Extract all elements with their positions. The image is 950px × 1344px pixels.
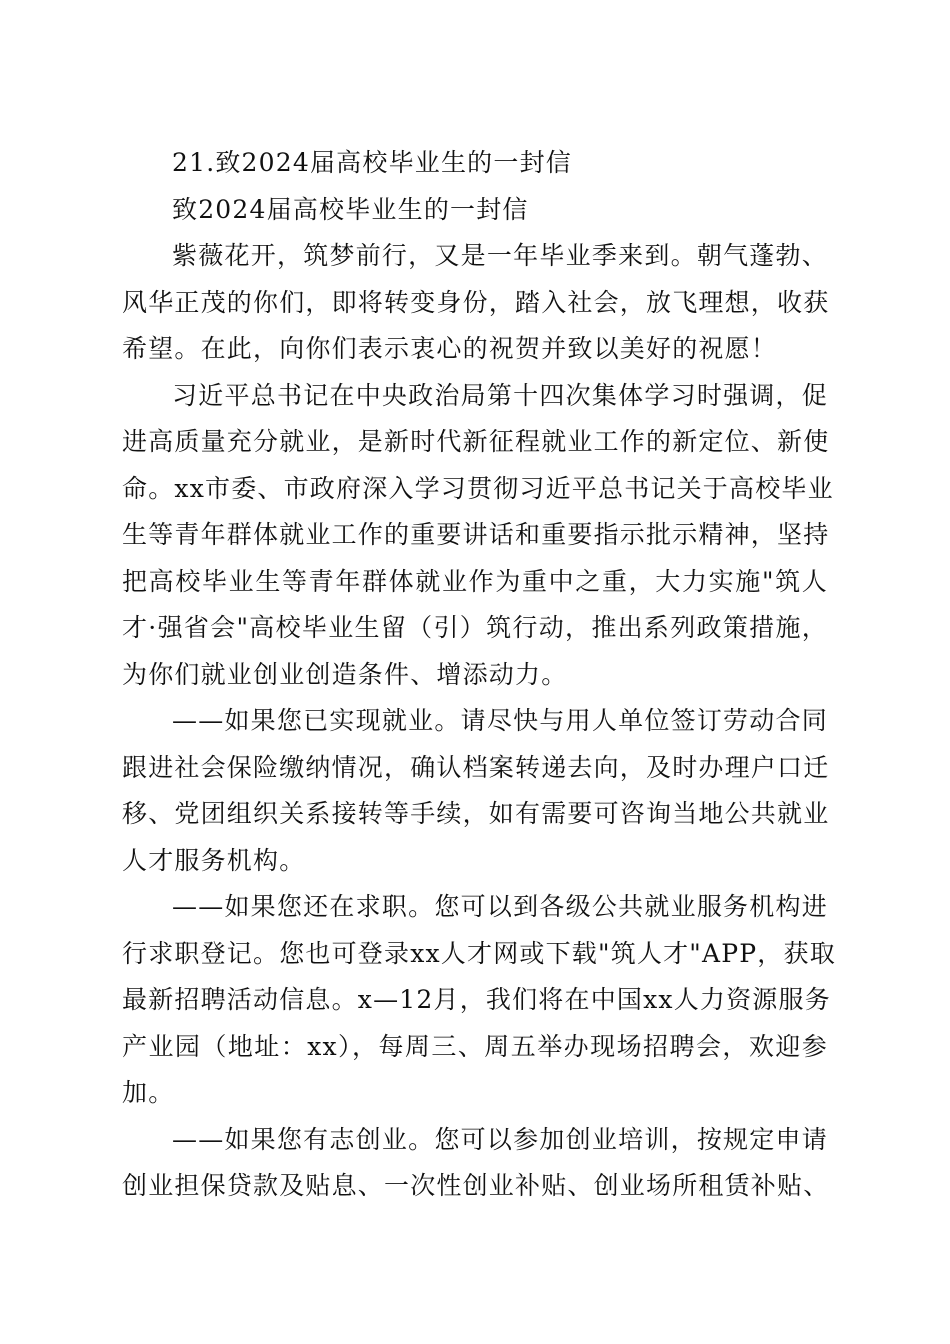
paragraph-line: 为你们就业创业创造条件、增添动力。 bbox=[122, 659, 568, 689]
paragraph-line: 加。 bbox=[122, 1078, 175, 1107]
paragraph-line: 紫薇花开，筑梦前行，又是一年毕业季来到。朝气蓬勃、 bbox=[172, 241, 828, 270]
paragraph-line: 跟进社会保险缴纳情况，确认档案转递去向，及时办理户口迁 bbox=[122, 752, 830, 782]
paragraph-line: 行求职登记。您也可登录xx人才网或下载"筑人才"APP，获取 bbox=[122, 938, 836, 968]
document-body bbox=[122, 140, 836, 1210]
paragraph-line: 人才服务机构。 bbox=[122, 845, 306, 875]
paragraph-line: 才·强省会"高校毕业生留（引）筑行动，推出系列政策措施， bbox=[122, 613, 828, 642]
paragraph-2 bbox=[122, 373, 834, 699]
paragraph-line: 命。xx市委、市政府深入学习贯彻习近平总书记关于高校毕业 bbox=[122, 473, 834, 503]
paragraph-line: 最新招聘活动信息。x—12月，我们将在中国xx人力资源服务 bbox=[122, 985, 831, 1014]
paragraph-line: ——如果您已实现就业。请尽快与用人单位签订劳动合同 bbox=[172, 706, 828, 735]
paragraph-line: 习近平总书记在中央政治局第十四次集体学习时强调，促 bbox=[172, 380, 828, 410]
paragraph-5 bbox=[122, 1117, 828, 1210]
paragraph-line: 生等青年群体就业工作的重要讲话和重要指示批示精神，坚持 bbox=[122, 520, 830, 549]
paragraph-line: ——如果您有志创业。您可以参加创业培训，按规定申请 bbox=[172, 1124, 828, 1154]
paragraph-line: 产业园（地址：xx），每周三、周五举办现场招聘会，欢迎参 bbox=[122, 1031, 828, 1061]
paragraph-line: 移、党团组织关系接转等手续，如有需要可咨询当地公共就业 bbox=[122, 799, 830, 828]
paragraph-line: ——如果您还在求职。您可以到各级公共就业服务机构进 bbox=[172, 892, 828, 921]
paragraph-line: 把高校毕业生等青年群体就业作为重中之重，大力实施"筑人 bbox=[122, 566, 828, 596]
paragraph-4 bbox=[122, 884, 836, 1117]
paragraph-line: 风华正茂的你们，即将转变身份，踏入社会，放飞理想，收获 bbox=[122, 287, 830, 317]
paragraph-3 bbox=[122, 698, 828, 884]
paragraph-1 bbox=[122, 233, 828, 373]
letter-title: 致2024届高校毕业生的一封信 bbox=[172, 194, 529, 224]
paragraph-line: 创业担保贷款及贴息、一次性创业补贴、创业场所租赁补贴、 bbox=[122, 1171, 830, 1200]
paragraph-line: 希望。在此，向你们表示衷心的祝贺并致以美好的祝愿！ bbox=[122, 334, 778, 363]
paragraph-line: 进高质量充分就业，是新时代新征程就业工作的新定位、新使 bbox=[122, 427, 830, 456]
numbered-heading: 21.致2024届高校毕业生的一封信 bbox=[172, 148, 572, 177]
